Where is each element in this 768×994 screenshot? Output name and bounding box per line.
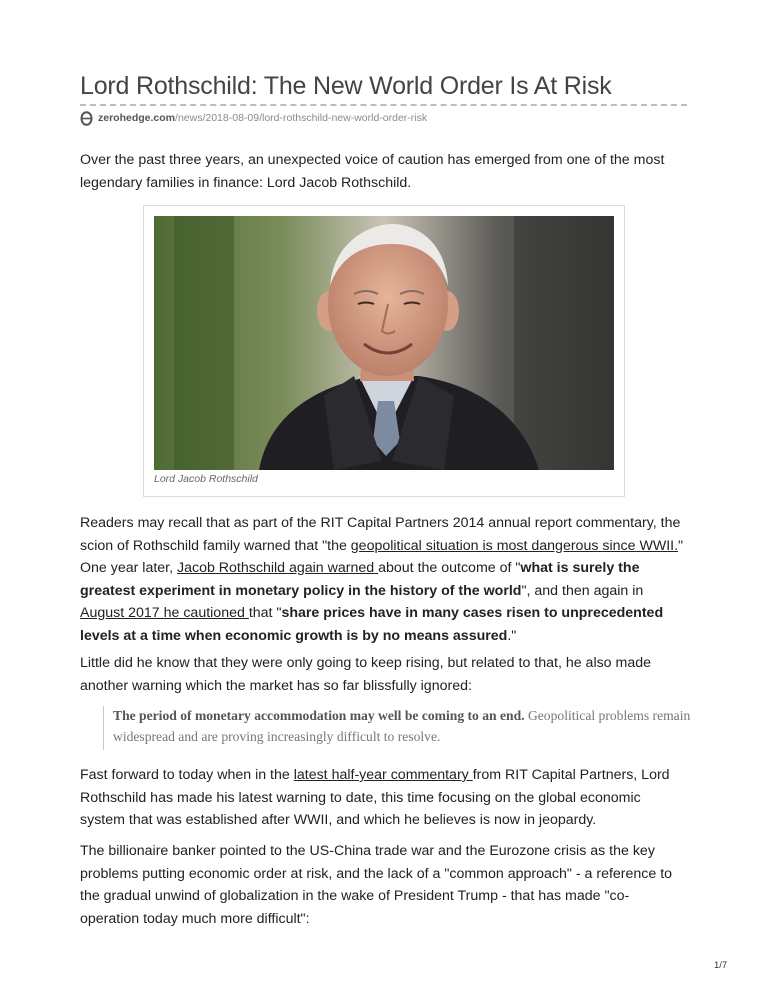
quote-bold: The period of monetary accommodation may well be coming to an end. <box>113 708 525 723</box>
article-figure <box>143 205 625 497</box>
zerohedge-logo-icon <box>80 111 93 126</box>
title-divider <box>80 104 687 106</box>
portrait-illustration <box>154 216 614 470</box>
paragraph-fast-forward: Fast forward to today when in the latest half-year commentary from RIT Capital Partners, Lord Rothschild has made his latest warning to date, this time focusing on the global economic system that was established after WWII, and which he believes is now in jeopardy. <box>80 767 670 828</box>
source-path[interactable]: /news/2018-08-09/lord-rothschild-new-world-order-risk <box>175 112 428 124</box>
link-geopolitical-situation[interactable]: geopolitical situation is most dangerous since WWII. <box>350 537 679 554</box>
figure-caption: Lord Jacob Rothschild <box>154 473 258 485</box>
link-rothschild-again-warned[interactable]: Jacob Rothschild again warned <box>177 560 379 576</box>
portrait-photo <box>154 216 614 470</box>
quote-rest: Geopolitical problems remain widespread and are proving increasingly difficult to resolve. <box>113 708 691 744</box>
paragraph-billionaire-banker: The billionaire banker pointed to the US-China trade war and the Eurozone crisis as the key problems putting economic order at risk, and the lack of a "common approach" - a reference to the gradual unwind of globalization in the wake of President Trump - that has made "co-operation today much more difficult": <box>80 843 673 927</box>
blockquote <box>103 706 693 750</box>
paragraph-rit-warnings: Readers may recall that as part of the RIT Capital Partners 2014 annual report commentary, the scion of Rothschild family warned that "the geopolitical situation is most dangerous since WWII." One year later, Jacob Rothschild again warned about the outcome of "what is surely the greatest experiment in monetary policy in the history of the world", and then again in August 2017 he cautioned that "share prices have in many cases risen to unprecedented levels at a time when economic growth is by no means assured." <box>80 515 684 644</box>
paragraph-market-ignored: Little did he know that they were only going to keep rising, but related to that, he also made another warning which the market has so far blissfully ignored: <box>80 655 652 694</box>
link-august-2017[interactable]: August 2017 he cautioned <box>80 605 249 621</box>
source-line <box>80 110 427 126</box>
page-number: 1/7 <box>714 960 728 971</box>
link-half-year-commentary[interactable]: latest half-year commentary <box>293 767 473 783</box>
article-title: Lord Rothschild: The New World Order Is At Risk <box>80 72 612 100</box>
source-domain[interactable]: zerohedge.com <box>98 112 176 124</box>
intro-paragraph: Over the past three years, an unexpected voice of caution has emerged from one of the most legendary families in finance: Lord Jacob Rothschild. <box>80 152 665 191</box>
